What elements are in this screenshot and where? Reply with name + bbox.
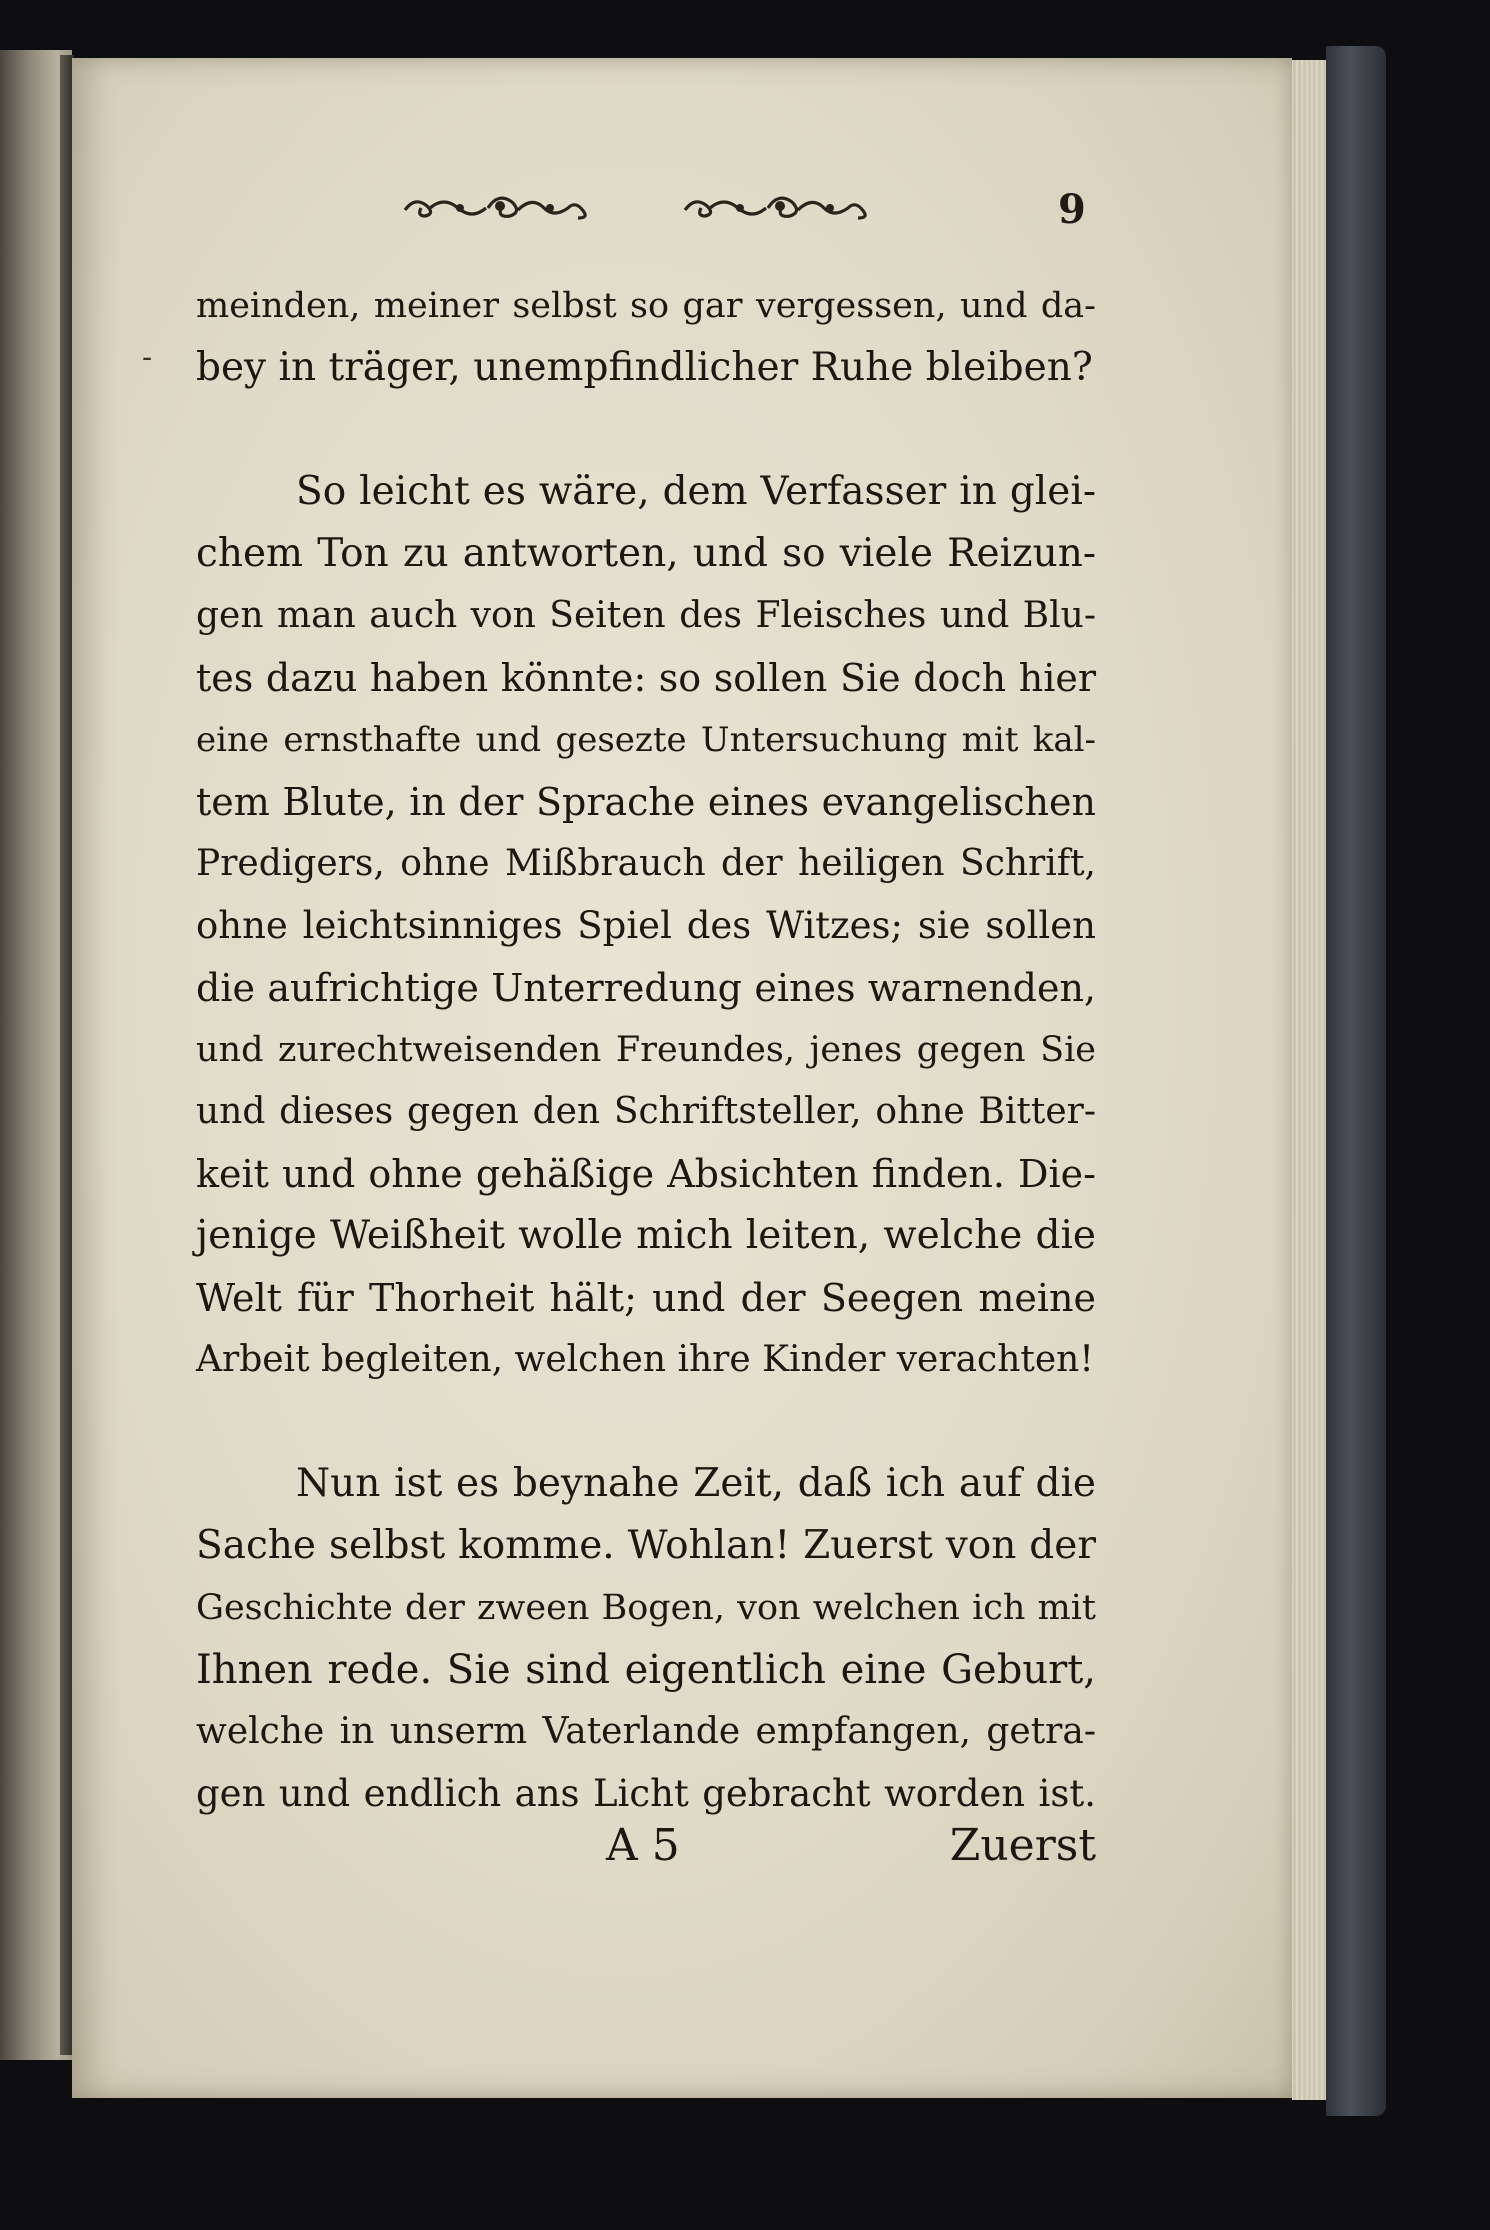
text-line: keit und ohne gehäßige Absichten finden. Die- (196, 1152, 1096, 1196)
text-line: jenige Weißheit wolle mich leiten, welche die (196, 1213, 1096, 1258)
text-line: So leicht es wäre, dem Verfasser in glei- (296, 469, 1096, 514)
book-cover-board (1326, 46, 1386, 2116)
text-line: Arbeit begleiten, welchen ihre Kinder verachten! (196, 1339, 1094, 1380)
text-line: meinden, meiner selbst so gar vergessen, und da- (196, 286, 1096, 326)
text-line: Geschichte der zween Bogen, von welchen ich mit (196, 1588, 1096, 1628)
text-line: welche in unserm Vaterlande empfangen, getra- (196, 1711, 1096, 1752)
text-line: gen man auch von Seiten des Fleisches und Blu- (196, 595, 1096, 636)
text-line: ohne leichtsinniges Spiel des Witzes; sie sollen (196, 904, 1096, 947)
catchword: Zuerst (949, 1820, 1096, 1871)
text-line: tem Blute, in der Sprache eines evangelischen (196, 780, 1096, 824)
margin-dash: - (142, 340, 153, 375)
text-line: gen und endlich ans Licht gebracht worden ist. (196, 1772, 1096, 1815)
signature-mark: A 5 (606, 1820, 680, 1871)
text-line: Welt für Thorheit hält; und der Seegen meine (196, 1276, 1096, 1320)
page-footer (196, 1820, 1096, 1890)
text-line: chem Ton zu antworten, und so viele Reizun- (196, 531, 1096, 576)
page-fore-edge (1292, 60, 1326, 2100)
text-line: tes dazu haben könnte: so sollen Sie doch hier (196, 656, 1096, 700)
text-line: Nun ist es beynahe Zeit, daß ich auf die (296, 1461, 1096, 1506)
text-line: Predigers, ohne Mißbrauch der heiligen Schrift, (196, 843, 1096, 884)
text-line: bey in träger, unempfindlicher Ruhe bleiben? (196, 345, 1093, 390)
body-text (196, 275, 1096, 1825)
text-line: und zurechtweisenden Freundes, jenes gegen Sie (196, 1030, 1096, 1070)
text-line: eine ernsthafte und gesezte Untersuchung mit kal- (196, 720, 1096, 760)
text-line: Ihnen rede. Sie sind eigentlich eine Geburt, (196, 1647, 1096, 1693)
header-ornament-right-icon (680, 188, 880, 228)
text-line: die aufrichtige Unterredung eines warnenden, (196, 966, 1096, 1010)
page-number: 9 (1058, 186, 1086, 233)
text-line: und dieses gegen den Schriftsteller, ohne Bitter- (196, 1091, 1096, 1132)
text-line: Sache selbst komme. Wohlan! Zuerst von der (196, 1523, 1096, 1568)
header-ornament-left-icon (400, 188, 600, 228)
